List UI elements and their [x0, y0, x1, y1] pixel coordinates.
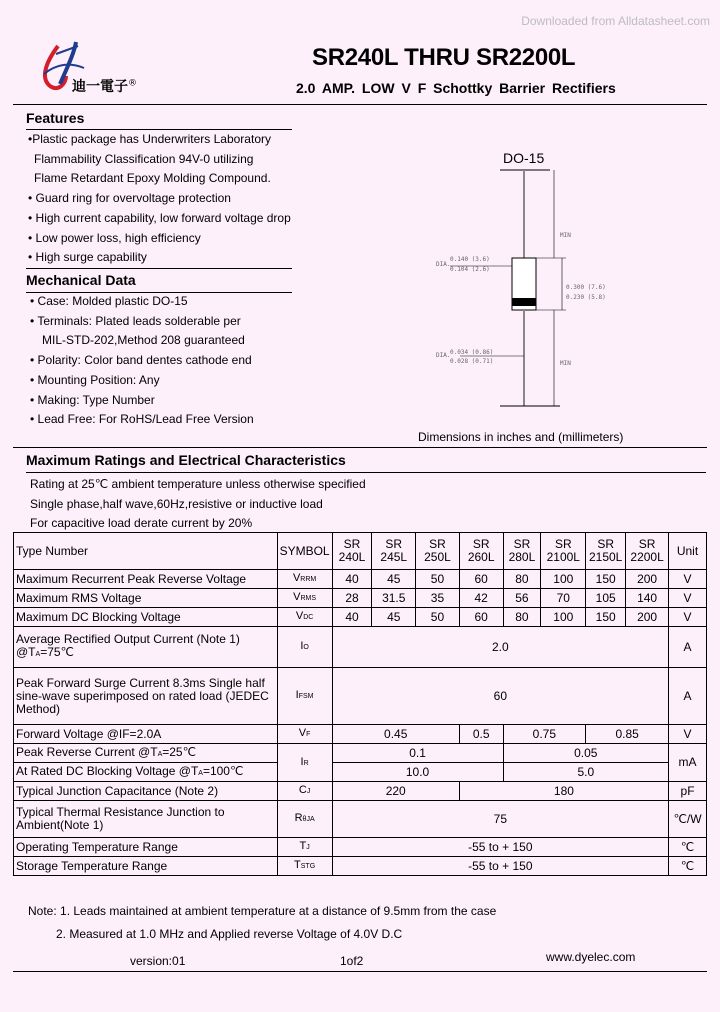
symbol-cell: TSTG — [277, 857, 332, 876]
param-cell: Average Rectified Output Current (Note 1) @TA=75℃ — [14, 627, 278, 668]
company-name: 迪一電子® — [72, 78, 137, 95]
dim-label: MIN — [560, 360, 571, 367]
ratings-notes — [30, 475, 366, 534]
param-cell: Storage Temperature Range — [14, 857, 278, 876]
mechanical-list — [30, 292, 254, 430]
value-cell: 60 — [459, 570, 503, 589]
unit-cell: pF — [669, 782, 707, 801]
value-cell: 60 — [459, 608, 503, 627]
mechanical-line: • Terminals: Plated leads solderable per — [30, 313, 241, 328]
value-cell: 80 — [503, 608, 541, 627]
table-row — [14, 763, 707, 782]
value-cell: 40 — [332, 570, 372, 589]
dim-label: 0.034 (0.86) — [450, 349, 494, 356]
dim-label: 0.104 (2.6) — [450, 266, 490, 273]
package-outline-diagram — [420, 166, 620, 416]
ratings-overline — [13, 447, 707, 448]
table-row — [14, 857, 707, 876]
param-cell: Maximum DC Blocking Voltage — [14, 608, 278, 627]
note-1: Note: 1. Leads maintained at ambient temperature at a distance of 9.5mm from the case — [28, 904, 497, 918]
model-header: SR 260L — [459, 533, 503, 570]
table-row — [14, 801, 707, 838]
table-row — [14, 589, 707, 608]
type-number-header: Type Number — [14, 533, 278, 570]
dim-label: 0.028 (0.71) — [450, 358, 494, 365]
model-header: SR 2150L — [586, 533, 626, 570]
package-caption: Dimensions in inches and (millimeters) — [418, 430, 624, 444]
symbol-header: SYMBOL — [277, 533, 332, 570]
unit-cell: V — [669, 608, 707, 627]
features-line: • Guard ring for overvoltage protection — [28, 191, 231, 206]
mechanical-line: • Mounting Position: Any — [30, 372, 160, 387]
features-line: • Low power loss, high efficiency — [28, 230, 201, 245]
mechanical-line: • Polarity: Color band dentes cathode end — [30, 353, 252, 368]
dim-label: DIA. — [436, 352, 451, 359]
dim-label: 0.140 (3.6) — [450, 256, 490, 263]
mechanical-line: • Lead Free: For RoHS/Lead Free Version — [30, 412, 254, 427]
mechanical-line: • Case: Molded plastic DO-15 — [30, 294, 188, 308]
ratings-underline — [26, 472, 706, 473]
value-cell: 45 — [372, 608, 416, 627]
param-cell: Maximum RMS Voltage — [14, 589, 278, 608]
value-cell: 80 — [503, 570, 541, 589]
dim-label: 0.300 (7.6) — [566, 284, 606, 291]
page-subtitle: 2.0 AMP. LOW V F Schottky Barrier Rectifiers — [296, 80, 616, 96]
table-row — [14, 725, 707, 744]
unit-cell: ℃ — [669, 857, 707, 876]
value-cell: 0.05 — [503, 744, 669, 763]
value-cell: 50 — [416, 570, 460, 589]
model-header: SR 280L — [503, 533, 541, 570]
value-cell: 180 — [459, 782, 668, 801]
param-cell: Typical Thermal Resistance Junction to Ambient(Note 1) — [14, 801, 278, 838]
value-cell: 2.0 — [332, 627, 668, 668]
value-cell: 5.0 — [503, 763, 669, 782]
footer-website[interactable]: www.dyelec.com — [546, 950, 636, 964]
rating-note: Rating at 25℃ ambient temperature unless otherwise specified — [30, 477, 366, 491]
symbol-cell: IFSM — [277, 668, 332, 725]
symbol-cell: TJ — [277, 838, 332, 857]
value-cell: 0.85 — [586, 725, 669, 744]
dim-label: 0.230 (5.8) — [566, 294, 606, 301]
param-cell: Maximum Recurrent Peak Reverse Voltage — [14, 570, 278, 589]
unit-header: Unit — [669, 533, 707, 570]
footer-divider — [13, 971, 707, 972]
value-cell: 35 — [416, 589, 460, 608]
rating-note: For capacitive load derate current by 20% — [30, 516, 253, 530]
dim-label: MIN — [560, 232, 571, 239]
model-header: SR 2100L — [541, 533, 586, 570]
value-cell: 0.5 — [459, 725, 503, 744]
ratings-table — [13, 532, 707, 876]
mechanical-line: MIL-STD-202,Method 208 guaranteed — [42, 333, 245, 348]
unit-cell: V — [669, 570, 707, 589]
mechanical-overline — [26, 268, 292, 269]
table-row — [14, 744, 707, 763]
symbol-cell: VRMS — [277, 589, 332, 608]
param-cell: Operating Temperature Range — [14, 838, 278, 857]
value-cell: 200 — [626, 570, 669, 589]
value-cell: 45 — [372, 570, 416, 589]
header-divider — [13, 104, 707, 105]
table-row — [14, 608, 707, 627]
unit-cell: A — [669, 668, 707, 725]
watermark: Downloaded from Alldatasheet.com — [521, 14, 710, 28]
value-cell: 220 — [332, 782, 459, 801]
value-cell: 31.5 — [372, 589, 416, 608]
value-cell: -55 to + 150 — [332, 838, 668, 857]
features-line: Flammability Classification 94V-0 utilizing — [34, 151, 254, 166]
table-row — [14, 782, 707, 801]
value-cell: 50 — [416, 608, 460, 627]
symbol-cell: IR — [277, 744, 332, 782]
mechanical-line: • Making: Type Number — [30, 392, 155, 407]
symbol-cell: VDC — [277, 608, 332, 627]
value-cell: 10.0 — [332, 763, 503, 782]
model-header: SR 245L — [372, 533, 416, 570]
unit-cell: mA — [669, 744, 707, 782]
package-name: DO-15 — [503, 150, 545, 166]
rating-note: Single phase,half wave,60Hz,resistive or inductive load — [30, 496, 323, 511]
value-cell: 70 — [541, 589, 586, 608]
value-cell: 105 — [586, 589, 626, 608]
model-header: SR 2200L — [626, 533, 669, 570]
value-cell: 0.1 — [332, 744, 503, 763]
value-cell: -55 to + 150 — [332, 857, 668, 876]
symbol-cell: RθJA — [277, 801, 332, 838]
symbol-cell: CJ — [277, 782, 332, 801]
param-cell: Peak Forward Surge Current 8.3ms Single half sine-wave superimposed on rated load (JEDEC Method) — [14, 668, 278, 725]
footer-page: 1of2 — [340, 954, 364, 968]
page-title: SR240L THRU SR2200L — [312, 44, 576, 71]
symbol-cell: VF — [277, 725, 332, 744]
footer-version: version:01 — [130, 954, 186, 968]
table-row — [14, 627, 707, 668]
features-list — [28, 130, 291, 268]
features-line: Flame Retardant Epoxy Molding Compound. — [34, 171, 271, 186]
table-row — [14, 570, 707, 589]
table-row — [14, 668, 707, 725]
value-cell: 0.75 — [503, 725, 586, 744]
value-cell: 75 — [332, 801, 668, 838]
value-cell: 60 — [332, 668, 668, 725]
unit-cell: A — [669, 627, 707, 668]
symbol-cell: VRRM — [277, 570, 332, 589]
unit-cell: ℃/W — [669, 801, 707, 838]
param-cell: Typical Junction Capacitance (Note 2) — [14, 782, 278, 801]
model-header: SR 250L — [416, 533, 460, 570]
value-cell: 150 — [586, 608, 626, 627]
value-cell: 200 — [626, 608, 669, 627]
ratings-heading: Maximum Ratings and Electrical Characteristics — [26, 452, 346, 468]
features-heading: Features — [26, 110, 85, 126]
value-cell: 56 — [503, 589, 541, 608]
note-2: 2. Measured at 1.0 MHz and Applied reverse Voltage of 4.0V D.C — [56, 927, 403, 941]
unit-cell: V — [669, 589, 707, 608]
unit-cell: ℃ — [669, 838, 707, 857]
table-row — [14, 838, 707, 857]
features-line: • High current capability, low forward voltage drop — [28, 210, 291, 225]
param-cell: Peak Reverse Current @TA=25℃ — [14, 744, 278, 763]
table-header-row — [14, 533, 707, 570]
value-cell: 150 — [586, 570, 626, 589]
symbol-cell: IO — [277, 627, 332, 668]
value-cell: 40 — [332, 608, 372, 627]
value-cell: 100 — [541, 570, 586, 589]
param-cell: At Rated DC Blocking Voltage @TA=100℃ — [14, 763, 278, 782]
value-cell: 0.45 — [332, 725, 459, 744]
param-cell: Forward Voltage @IF=2.0A — [14, 725, 278, 744]
features-line: • High surge capability — [28, 250, 147, 265]
value-cell: 100 — [541, 608, 586, 627]
value-cell: 42 — [459, 589, 503, 608]
model-header: SR 240L — [332, 533, 372, 570]
mechanical-heading: Mechanical Data — [26, 272, 136, 288]
value-cell: 140 — [626, 589, 669, 608]
unit-cell: V — [669, 725, 707, 744]
value-cell: 28 — [332, 589, 372, 608]
features-line: •Plastic package has Underwriters Laboratory — [28, 132, 271, 146]
dim-label: DIA. — [436, 261, 451, 268]
